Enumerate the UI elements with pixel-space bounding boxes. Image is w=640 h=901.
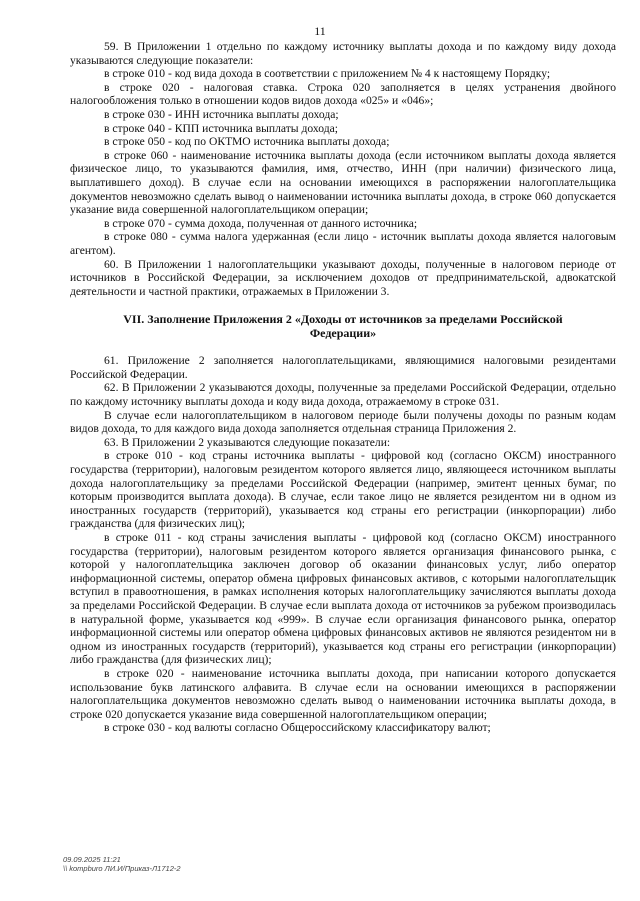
section-heading: VII. Заполнение Приложения 2 «Доходы от источников за пределами Российской Федерации»: [123, 312, 563, 341]
footer-timestamp: 09.09.2025 11:21: [63, 855, 121, 864]
paragraph-p63d: в строке 030 - код валюты согласно Общероссийскому классификатору валют;: [104, 721, 491, 735]
paragraph-p59f: в строке 060 - наименование источника выплаты дохода (если источником выплаты дохода является физическое лицо, то указываются фамилия, имя, отчество, ИНН (при наличии) физического лица, выплатившего доход). В случае если на основании имеющихся в распоряжении налогоплательщика документов невозможно сделать вывод о наименовании источника выплаты дохода, в строке 060 допускается указание вида совершенной налогоплательщиком операции;: [70, 148, 616, 217]
paragraph-p59e: в строке 050 - код по ОКТМО источника выплаты дохода;: [104, 135, 390, 149]
paragraph-p63b: в строке 011 - код страны зачисления выплаты - цифровой код (согласно ОКСМ) иностранного государства (территории), налоговым резидентом которого является организация финансового рынка, с которой у налогоплательщика заключен договор об оказании финансовых услуг, либо оператор информационной системы, оператор обмена цифровых финансовых активов, с которыми налогоплательщик вступил в правоотношения, в рамках исполнения которых налогоплательщику зачисляются выплаты дохода за пределами Российской Федерации. В случае если выплата дохода от источников за рубежом производилась в натуральной форме, указывается код «999». В случае если организация финансового рынка, оператор информационной системы или оператор обмена цифровых финансовых активов не являются резидентом ни в одном из иностранных государств (территорий), указывается код страны его регистрации (инкорпорации) либо гражданства (для физических лиц);: [70, 531, 616, 667]
paragraph-p63c: в строке 020 - наименование источника выплаты дохода, при написании которого допускается использование букв латинского алфавита. В случае если на основании имеющихся в распоряжении налогоплательщика документов невозможно сделать вывод о наименовании источника выплаты дохода, в строке 020 допускается указание вида совершенной налогоплательщиком операции;: [70, 666, 616, 721]
footer-file-path: \\ kompburo ЛИ.И/Приказ-Л1712-2: [63, 864, 181, 873]
paragraph-p59a: в строке 010 - код вида дохода в соответствии с приложением № 4 к настоящему Порядку;: [104, 67, 551, 81]
paragraph-p59g: в строке 070 - сумма дохода, полученная от данного источника;: [104, 216, 418, 230]
paragraph-p59: 59. В Приложении 1 отдельно по каждому источнику выплаты дохода и по каждому виду дохода указываются следующие показатели:: [70, 40, 616, 67]
document-body: [70, 40, 616, 735]
paragraph-p62a: В случае если налогоплательщиком в налоговом периоде были получены доходы по разным кодам видов дохода, то для каждого вида дохода заполняется отдельная страница Приложения 2.: [70, 408, 616, 436]
paragraph-p63: 63. В Приложении 2 указываются следующие показатели:: [104, 435, 391, 449]
paragraph-p59c: в строке 030 - ИНН источника выплаты дохода;: [104, 107, 339, 121]
page-number: 11: [314, 24, 326, 38]
paragraph-list-top: [70, 40, 616, 298]
paragraph-p61: 61. Приложение 2 заполняется налогоплательщиками, являющимися налоговыми резидентами Российской Федерации.: [70, 354, 616, 381]
paragraph-p59h: в строке 080 - сумма налога удержанная (если лицо - источник выплаты дохода является налоговым агентом).: [70, 230, 616, 257]
paragraph-p63a: в строке 010 - код страны источника выплаты - цифровой код (согласно ОКСМ) иностранного государства (территории), налоговым резидентом которого является лицо, являющееся источником выплаты дохода налогоплательщику за пределами Российской Федерации (например, эмитент ценных бумаг, по которым производится выплата дохода). В случае, если такое лицо не является резидентом ни в одном из иностранных государств (территорий), указывается код страны его регистрации (инкорпорации) либо гражданства (для физических лиц);: [70, 449, 616, 531]
paragraph-p60: 60. В Приложении 1 налогоплательщики указывают доходы, полученные в налоговом периоде от источников в Российской Федерации, за исключением доходов от предпринимательской, адвокатской деятельности и частной практики, отражаемых в Приложении 3.: [70, 257, 616, 298]
paragraph-p59b: в строке 020 - налоговая ставка. Строка 020 заполняется в целях устранения двойного налогообложения только в отношении кодов видов дохода «025» и «046»;: [70, 80, 616, 108]
paragraph-p59d: в строке 040 - КПП источника выплаты дохода;: [104, 121, 338, 135]
document-footer: [63, 855, 181, 873]
paragraph-p62: 62. В Приложении 2 указываются доходы, полученные за пределами Российской Федерации, отдельно по каждому источнику выплаты дохода и коду вида дохода, отражаемому в строке 031.: [70, 381, 616, 409]
paragraph-list-bottom: [70, 354, 616, 735]
